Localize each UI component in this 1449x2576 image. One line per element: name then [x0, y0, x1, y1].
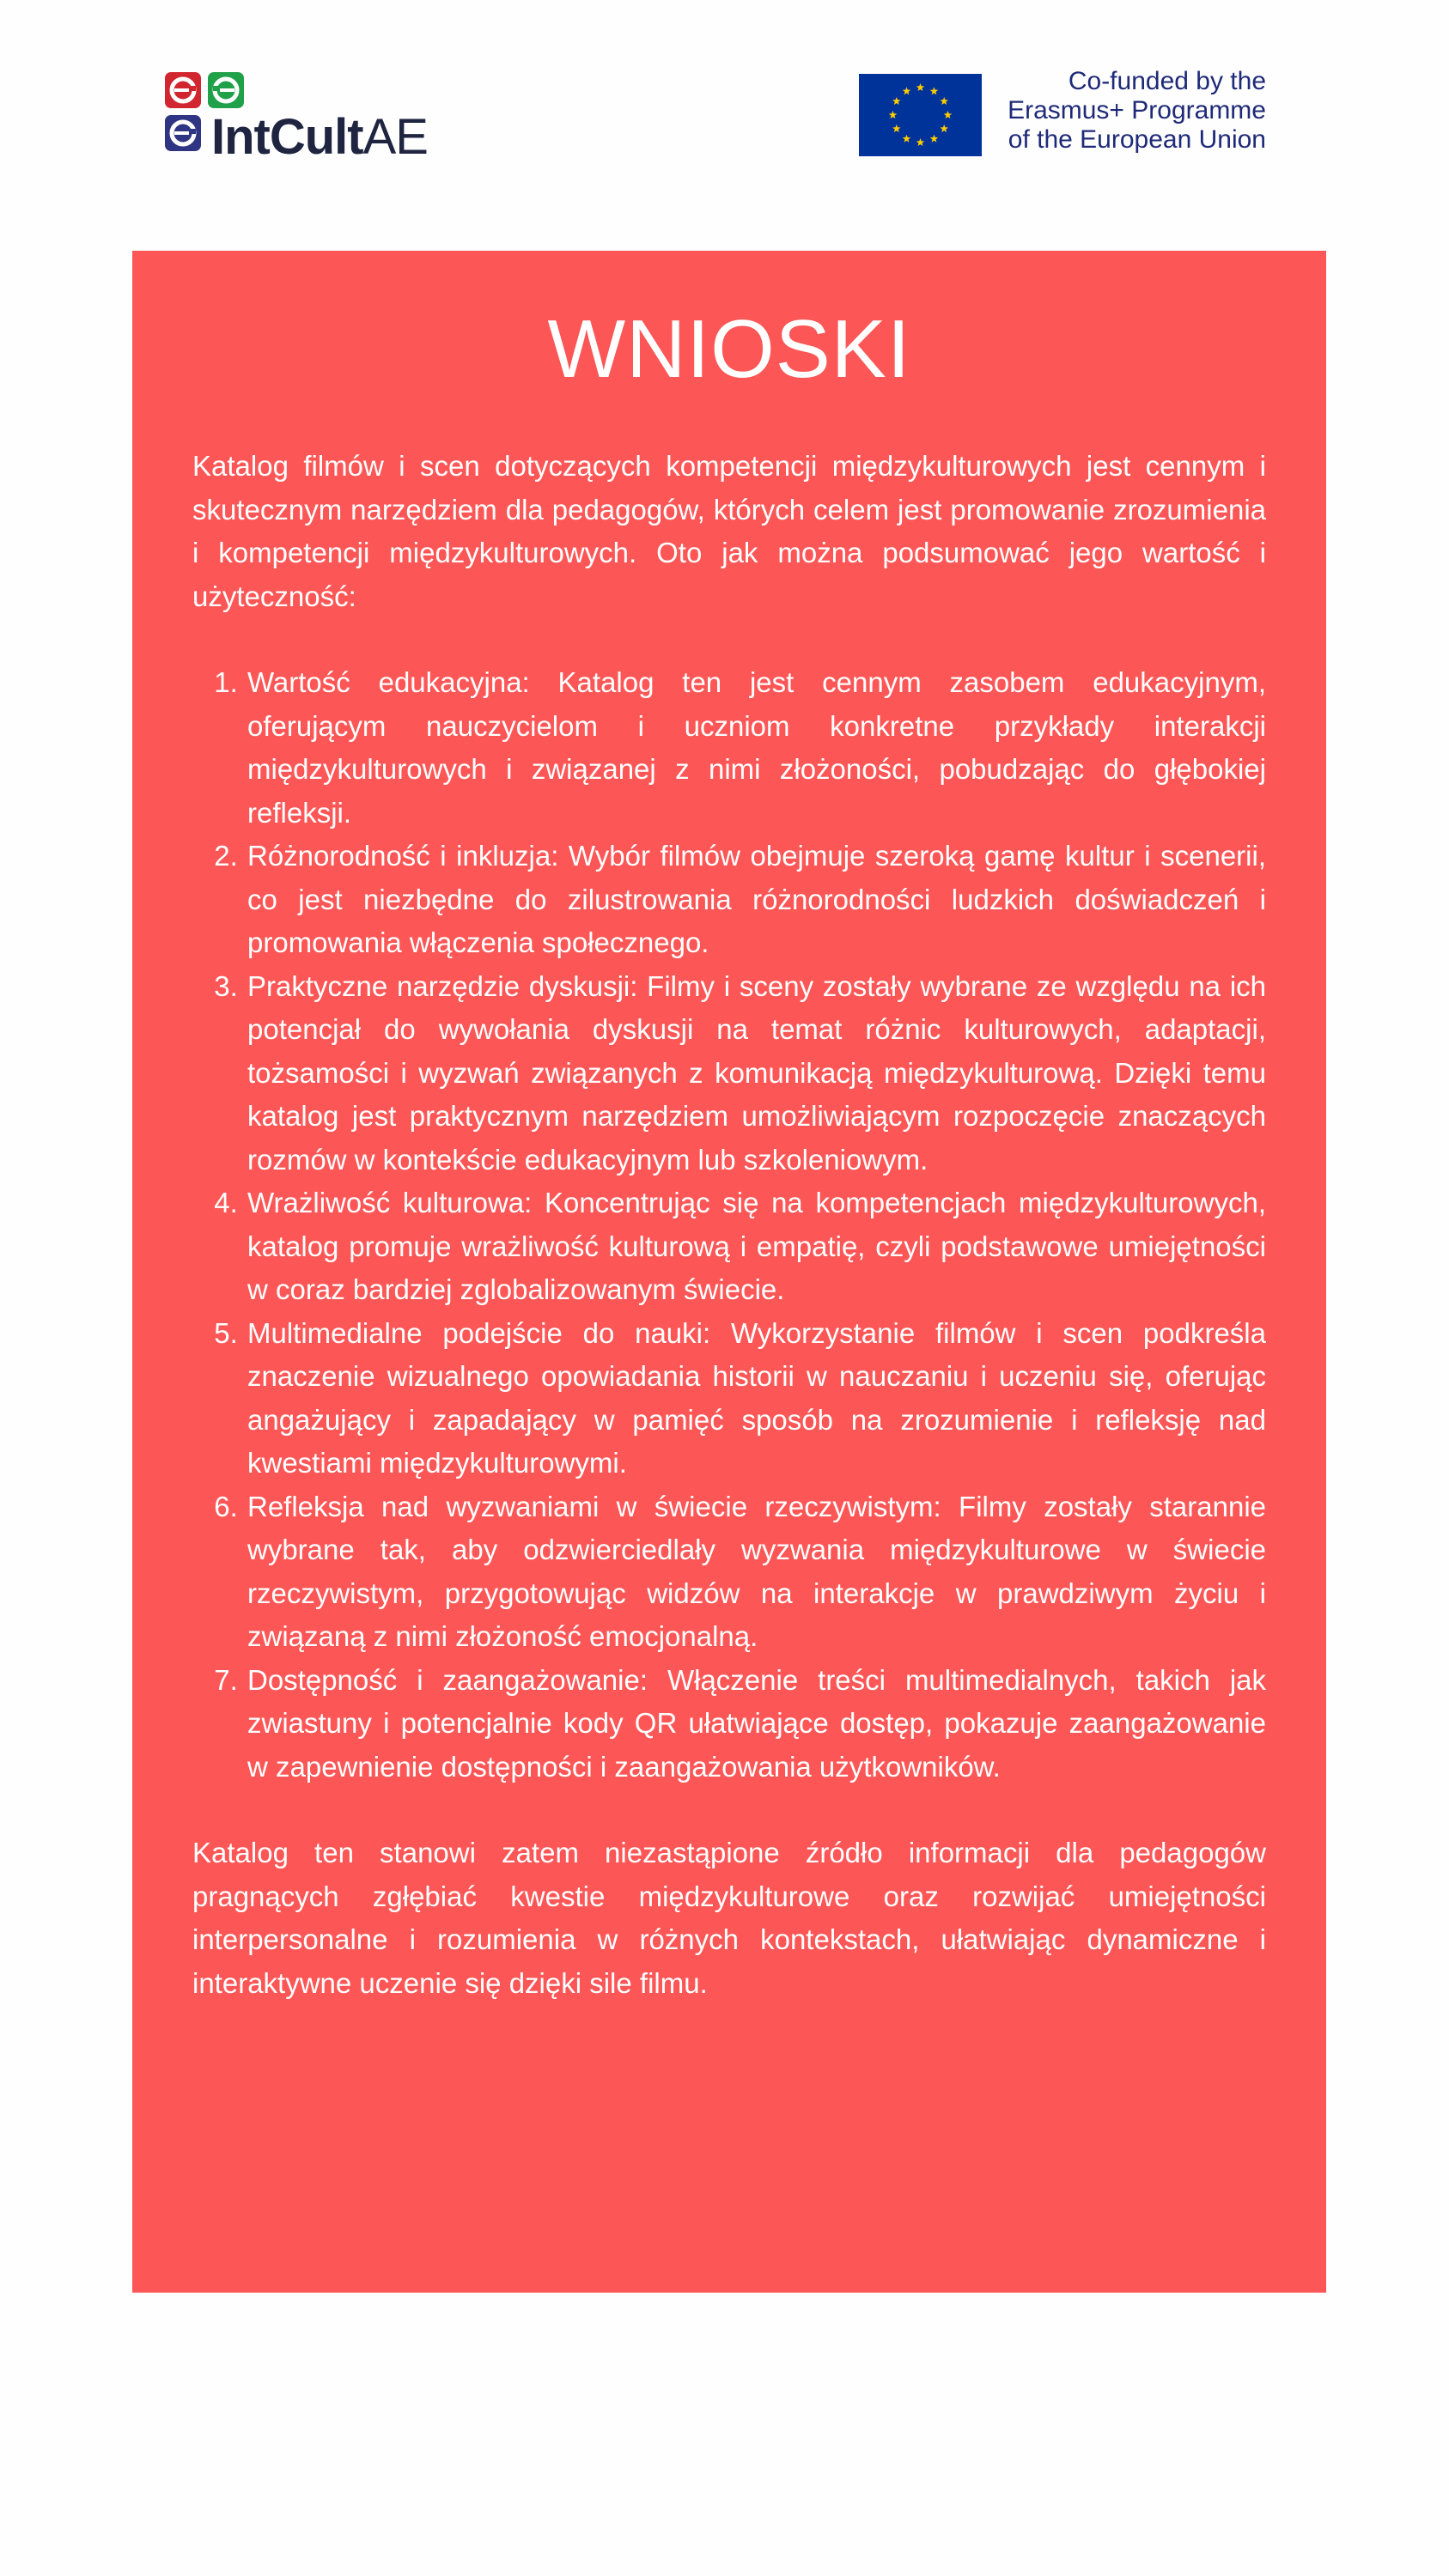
eu-line-2: Erasmus+ Programme [1008, 96, 1266, 125]
list-item: 1. Wartość edukacyjna: Katalog ten jest cennym zasobem edukacyjnym, oferującym nauczycielom i uczniom konkretne przykłady interakcji międzykulturowych i związanej z nimi złożoności, pobudzając do głębokiej refleksji. [246, 661, 1266, 835]
eu-line-1: Co-funded by the [1068, 67, 1266, 95]
panel-content [192, 445, 1266, 2005]
conclusion-paragraph: Katalog ten stanowi zatem niezastąpione źródło informacji dla pedagogów pragnących zgłębiać kwestie międzykulturowe oraz rozwijać umiejętności interpersonalne i rozumienia w różnych kontekstach, ułatwiając dynamiczne i interaktywne uczenie się dzięki sile filmu. [192, 1837, 1266, 1999]
list-item: 3. Praktyczne narzędzie dyskusji: Filmy i sceny zostały wybrane ze względu na ich potencjał do wywołania dyskusji na temat różnic kulturowych, adaptacji, tożsamości i wyzwań związanych z komunikacją międzykulturową. Dzięki temu katalog jest praktycznym narzędziem umożliwiającym rozpoczęcie znaczących rozmów w kontekście edukacyjnym lub szkoleniowym. [246, 965, 1266, 1182]
list-item: 5. Multimedialne podejście do nauki: Wykorzystanie filmów i scen podkreśla znaczenie wizualnego opowiadania historii w nauczaniu i uczeniu się, oferując angażujący i zapadający w pamięć sposób na zrozumienie i refleksję nad kwestiami międzykulturowymi. [246, 1312, 1266, 1485]
eu-flag-icon [859, 74, 982, 156]
list-item: 7. Dostępność i zaangażowanie: Włączenie treści multimedialnych, takich jak zwiastuny i potencjalnie kody QR ułatwiające dostęp, pokazuje zaangażowanie w zapewnienie dostępności i zaangażowania użytkowników. [246, 1659, 1266, 1789]
intcultae-logo [163, 70, 428, 165]
eu-line-3: of the European Union [1008, 125, 1266, 154]
page-title: WNIOSKI [547, 303, 911, 395]
intro-paragraph: Katalog filmów i scen dotyczących kompetencji międzykulturowych jest cennym i skutecznym narzędziem dla pedagogów, których celem jest promowanie zrozumienia i kompetencji międzykulturowych. Oto jak można podsumować jego wartość i użyteczność: [192, 450, 1266, 612]
list-item: 6. Refleksja nad wyzwaniami w świecie rzeczywistym: Filmy zostały starannie wybrane tak, aby odzwierciedlały wyzwania międzykulturowe w świecie rzeczywistym, przygotowując widzów na interakcje w prawdziwym życiu i związaną z nimi złożoność emocjonalną. [246, 1485, 1266, 1659]
page-header [0, 0, 1449, 249]
conclusions-list [192, 661, 1266, 1789]
logo-wordmark [211, 110, 428, 165]
list-item: 4. Wrażliwość kulturowa: Koncentrując się na kompetencjach międzykulturowych, katalog promuje wrażliwość kulturową i empatię, czyli podstawowe umiejętności w coraz bardziej zglobalizowanym świecie. [246, 1182, 1266, 1312]
conclusions-panel [132, 251, 1326, 2293]
eu-cofunding-text [1000, 67, 1266, 155]
list-item: 2. Różnorodność i inkluzja: Wybór filmów obejmuje szeroką gamę kultur i scenerii, co jest niezbędne do zilustrowania różnorodności ludzkich doświadczeń i promowania włączenia społecznego. [246, 835, 1266, 965]
eu-cofunding-logo [859, 67, 1271, 170]
logo-wordmark-light: AE [362, 109, 428, 165]
logo-wordmark-bold: IntCult [211, 109, 363, 165]
